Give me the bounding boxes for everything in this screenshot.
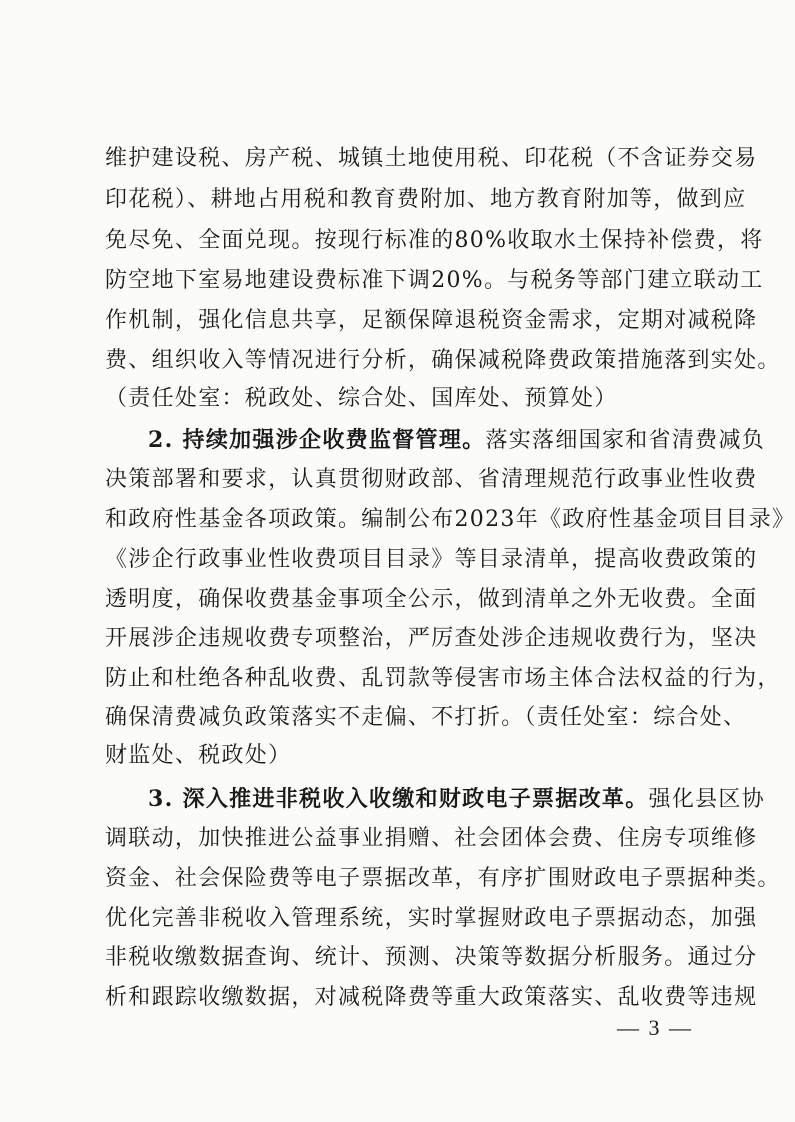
- text-line: 资金、社会保险费等电子票据改革，有序扩围财政电子票据种类。: [105, 866, 781, 891]
- text-line: 财监处、税政处）: [105, 743, 292, 768]
- text-line: 维护建设税、房产税、城镇土地使用税、印花税（不含证券交易: [105, 146, 758, 171]
- section-heading-line: 2. 持续加强涉企收费监督管理。落实落细国家和省清费减负: [148, 427, 766, 453]
- page-number: — 3 —: [617, 1015, 693, 1040]
- text-line: 非税收缴数据查询、统计、预测、决策等数据分析服务。通过分: [105, 945, 758, 970]
- text-line: 调联动，加快推进公益事业捐赠、社会团体会费、住房专项维修: [105, 826, 758, 851]
- text-line: 防空地下室易地建设费标准下调20%。与税务等部门建立联动工: [105, 268, 764, 293]
- text-line: 确保清费减负政策落实不走偏、不打折。（责任处室：综合处、: [105, 705, 747, 730]
- section-heading: 2. 持续加强涉企收费监督管理。: [148, 427, 486, 453]
- text-line: 透明度，确保收费基金事项全公示，做到清单之外无收费。全面: [105, 587, 758, 612]
- text-line: 费、组织收入等情况进行分析，确保减税降费政策措施落到实处。: [105, 348, 781, 373]
- text-line: 防止和杜绝各种乱收费、乱罚款等侵害市场主体合法权益的行为，: [105, 666, 781, 691]
- text-line: 《涉企行政事业性收费项目目录》等目录清单，提高收费政策的: [105, 547, 758, 572]
- text-line: 免尽免、全面兑现。按现行标准的80%收取水土保持补偿费，将: [105, 228, 764, 253]
- section-heading: 3. 深入推进非税收入收缴和财政电子票据改革。: [148, 786, 649, 812]
- text-line: 析和跟踪收缴数据，对减税降费等重大政策落实、乱收费等违规: [105, 985, 758, 1010]
- text-line: （责任处室：税政处、综合处、国库处、预算处）: [105, 386, 618, 411]
- text-line: 和政府性基金各项政策。编制公布2023年《政府性基金项目目录》: [105, 507, 795, 532]
- text-line: 作机制，强化信息共享，足额保障退税资金需求，定期对减税降: [105, 308, 758, 333]
- section-heading-line: 3. 深入推进非税收入收缴和财政电子票据改革。强化县区协: [148, 786, 766, 812]
- text-line: 优化完善非税收入管理系统，实时掌握财政电子票据动态，加强: [105, 906, 758, 931]
- text-line: 印花税）、耕地占用税和教育费附加、地方教育附加等，做到应: [105, 187, 747, 212]
- text-line: 决策部署和要求，认真贯彻财政部、省清理规范行政事业性收费: [105, 467, 758, 492]
- text-line: 开展涉企违规收费专项整治，严厉查处涉企违规收费行为，坚决: [105, 626, 758, 651]
